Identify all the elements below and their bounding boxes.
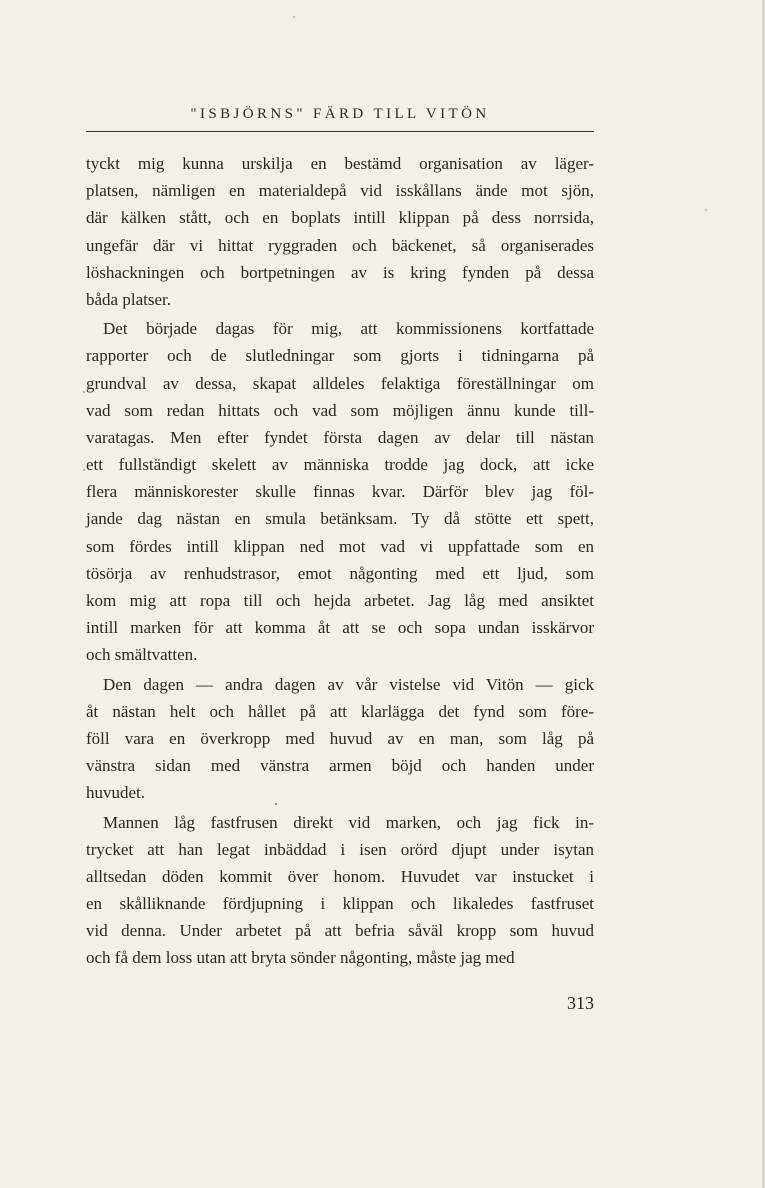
text-line: vid denna. Under arbetet på att befria såväl kropp som huvud (86, 921, 594, 941)
text-line: tösörja av renhudstrasor, emot någonting med ett ljud, som (86, 563, 594, 583)
paper-speck (705, 209, 707, 211)
text-line: flera människorester skulle finnas kvar. Därför blev jag föl- (86, 482, 594, 502)
text-line: jande dag nästan en smula betänksam. Ty då stötte ett spett, (86, 509, 594, 529)
text-line: åt nästan helt och hållet på att klarlägga det fynd som före- (86, 701, 594, 721)
text-line: en skålliknande fördjupning i klippan och likaledes fastfruset (86, 894, 594, 914)
text-line: som fördes intill klippan ned mot vad vi uppfattade som en (86, 536, 594, 556)
running-head: "ISBJÖRNS" FÄRD TILL VITÖN (190, 106, 490, 122)
text-line: rapporter och de slutledningar som gjorts i tidningarna på (86, 346, 594, 366)
header-rule (86, 131, 594, 132)
text-line: huvudet. (86, 783, 146, 803)
text-line: Mannen låg fastfrusen direkt vid marken, och jag fick in- (103, 812, 594, 832)
text-line: båda platser. (86, 289, 171, 309)
text-line: och få dem loss utan att bryta sönder någonting, måste jag med (86, 948, 515, 968)
text-line: kom mig att ropa till och hejda arbetet. Jag låg med ansiktet (86, 591, 594, 610)
paper-speck (83, 391, 85, 393)
text-line: och smältvatten. (86, 645, 198, 665)
text-line: tyckt mig kunna urskilja en bestämd organisation av läger- (86, 154, 594, 173)
paper-speck (293, 16, 295, 18)
text-line: alltsedan döden kommit över honom. Huvudet var instucket i (86, 866, 594, 886)
text-line: föll vara en överkropp med huvud av en man, som låg på (86, 728, 594, 748)
text-line: Det började dagas för mig, att kommissionens kortfattade (103, 319, 594, 339)
paragraph (86, 315, 594, 668)
text-line: trycket att han legat inbäddad i isen orörd djupt under isytan (86, 839, 594, 859)
text-line: intill marken för att komma åt att se och sopa undan isskärvor (86, 618, 594, 638)
text-line: vad som redan hittats och vad som möjligen ännu kunde till- (86, 400, 594, 420)
paragraph (86, 150, 594, 313)
text-line: platsen, nämligen en materialdepå vid isskållans ände mot sjön, (86, 181, 594, 201)
text-line: vänstra sidan med vänstra armen böjd och handen under (86, 756, 594, 776)
body-text (86, 150, 594, 972)
text-line: där kälken stått, och en boplats intill klippan på dess norrsida, (86, 208, 594, 228)
text-line: ett fullständigt skelett av människa trodde jag dock, att icke (86, 455, 594, 475)
text-line: grundval av dessa, skapat alldeles felaktiga föreställningar om (86, 373, 594, 393)
page-number: 313 (567, 993, 594, 1013)
text-line: löshackningen och bortpetningen av is kring fynden på dessa (86, 262, 594, 282)
paragraph (86, 671, 594, 807)
text-line: ungefär där vi hittat ryggraden och bäckenet, så organiserades (86, 235, 594, 255)
text-line: Den dagen — andra dagen av vår vistelse vid Vitön — gick (103, 674, 594, 694)
text-line: varatagas. Men efter fyndet första dagen av delar till nästan (86, 427, 594, 447)
paper-speck (83, 469, 85, 471)
paragraph (86, 809, 594, 972)
